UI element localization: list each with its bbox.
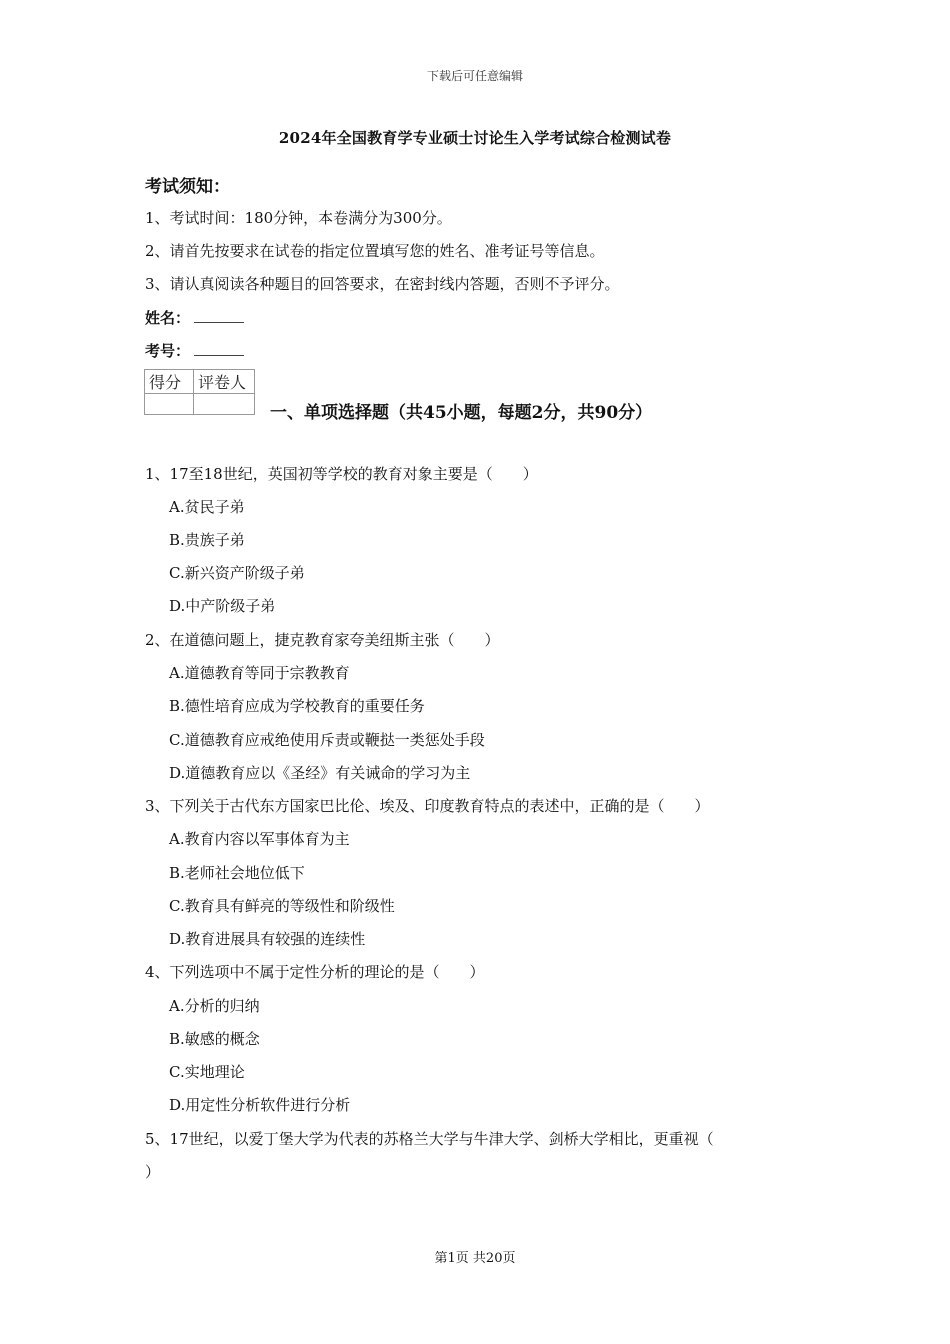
name-field bbox=[145, 307, 244, 328]
question-text-continuation: ） bbox=[145, 1163, 161, 1181]
score-header: 得分 bbox=[145, 370, 194, 394]
notice-heading: 考试须知： bbox=[145, 177, 230, 197]
question-option: B.老师社会地位低下 bbox=[169, 864, 305, 882]
page-footer: 第1页 共20页 bbox=[434, 1251, 516, 1266]
id-field bbox=[145, 340, 244, 361]
score-table bbox=[144, 369, 255, 415]
section-title: 一、单项选择题（共45小题，每题2分，共90分） bbox=[270, 403, 653, 423]
question-option: B.贵族子弟 bbox=[169, 531, 245, 549]
question-option: A.分析的归纳 bbox=[169, 997, 260, 1015]
score-cell[interactable] bbox=[145, 394, 194, 415]
grader-cell[interactable] bbox=[194, 394, 255, 415]
exam-title: 2024年全国教育学专业硕士讨论生入学考试综合检测试卷 bbox=[278, 129, 672, 147]
question-option: C.实地理论 bbox=[169, 1063, 245, 1081]
question-option: A.道德教育等同于宗教教育 bbox=[169, 664, 350, 682]
page-header: 下载后可任意编辑 bbox=[426, 69, 523, 83]
question-option: A.教育内容以军事体育为主 bbox=[169, 830, 350, 848]
question-option: D.教育进展具有较强的连续性 bbox=[169, 930, 366, 948]
question-option: C.教育具有鲜亮的等级性和阶级性 bbox=[169, 897, 395, 915]
notice-item: 1、考试时间：180分钟，本卷满分为300分。 bbox=[145, 209, 452, 227]
question-option: C.道德教育应戒绝使用斥责或鞭挞一类惩处手段 bbox=[169, 731, 485, 749]
question-text: 1、17至18世纪，英国初等学校的教育对象主要是（ ） bbox=[145, 465, 538, 483]
question-option: B.德性培育应成为学校教育的重要任务 bbox=[169, 697, 425, 715]
id-label: 考号： bbox=[145, 342, 191, 360]
question-option: C.新兴资产阶级子弟 bbox=[169, 564, 305, 582]
question-text: 5、17世纪，以爱丁堡大学为代表的苏格兰大学与牛津大学、剑桥大学相比，更重视（ bbox=[145, 1130, 714, 1148]
notice-item: 2、请首先按要求在试卷的指定位置填写您的姓名、准考证号等信息。 bbox=[145, 242, 605, 260]
name-label: 姓名： bbox=[145, 309, 191, 327]
question-option: D.用定性分析软件进行分析 bbox=[169, 1096, 351, 1114]
notice-item: 3、请认真阅读各种题目的回答要求，在密封线内答题，否则不予评分。 bbox=[145, 275, 620, 293]
question-option: B.敏感的概念 bbox=[169, 1030, 260, 1048]
name-blank[interactable] bbox=[194, 308, 244, 323]
question-option: D.道德教育应以《圣经》有关诫命的学习为主 bbox=[169, 764, 471, 782]
question-text: 3、下列关于古代东方国家巴比伦、埃及、印度教育特点的表述中，正确的是（ ） bbox=[145, 797, 710, 815]
grader-header: 评卷人 bbox=[194, 370, 255, 394]
id-blank[interactable] bbox=[194, 341, 244, 356]
question-text: 2、在道德问题上，捷克教育家夸美纽斯主张（ ） bbox=[145, 631, 500, 649]
question-text: 4、下列选项中不属于定性分析的理论的是（ ） bbox=[145, 963, 485, 981]
question-option: A.贫民子弟 bbox=[169, 498, 245, 516]
question-option: D.中产阶级子弟 bbox=[169, 597, 276, 615]
